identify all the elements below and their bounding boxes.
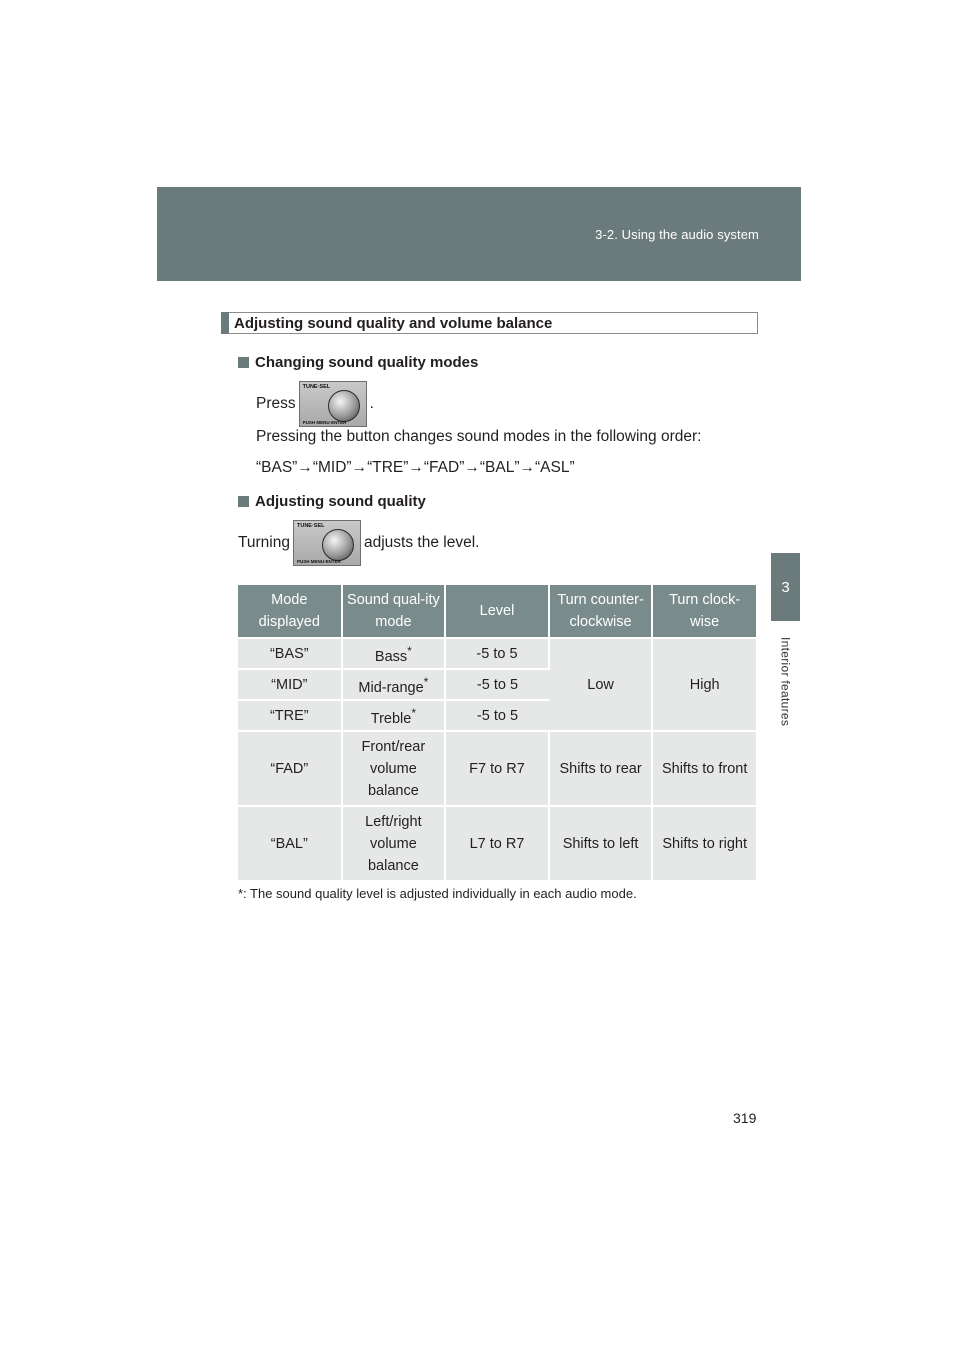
cell-quality	[342, 638, 446, 669]
chapter-tab	[771, 553, 800, 621]
footnote: *: The sound quality level is adjusted individually in each audio mode.	[238, 886, 637, 901]
knob-bottom-label: PUSH MENU·ENTER	[296, 559, 341, 564]
cell-quality: Left/right volume balance	[342, 806, 446, 881]
section-heading-title: Adjusting sound quality and volume balance	[234, 314, 553, 332]
page-number: 319	[733, 1110, 757, 1126]
knob-dial	[328, 390, 360, 422]
subheading-text: Changing sound quality modes	[255, 354, 479, 371]
square-bullet-icon	[238, 496, 249, 507]
chapter-label	[771, 627, 800, 737]
header-cw: Turn clock-wise	[652, 585, 756, 638]
subheading-changing-modes	[238, 354, 478, 371]
chapter-label-text: Interior features	[778, 637, 793, 727]
sound-quality-table	[238, 585, 756, 882]
heading-bar	[221, 312, 229, 334]
table-row	[238, 731, 756, 806]
body-text: Pressing the button changes sound modes in the following order:	[256, 428, 702, 445]
cell-level: F7 to R7	[445, 731, 549, 806]
press-text: Press	[256, 395, 296, 412]
knob-dial	[322, 529, 354, 561]
header-quality: Sound qual-ity mode	[342, 585, 446, 638]
header-level: Level	[445, 585, 549, 638]
press-period: .	[369, 395, 374, 412]
cell-quality: Front/rear volume balance	[342, 731, 446, 806]
tune-sel-knob-icon	[299, 381, 367, 427]
section-title: 3-2. Using the audio system	[595, 227, 759, 242]
cell-mode: “BAS”	[238, 638, 342, 669]
section-heading	[221, 312, 758, 334]
cell-cw-merged: High	[652, 638, 756, 731]
knob-top-label: TUNE·SEL	[302, 384, 331, 390]
cell-level: -5 to 5	[445, 669, 549, 700]
cell-quality	[342, 669, 446, 700]
cell-cw: Shifts to right	[652, 806, 756, 881]
cell-mode: “TRE”	[238, 700, 342, 731]
cell-ccw: Shifts to left	[549, 806, 653, 881]
chapter-number: 3	[781, 578, 790, 596]
cell-level: L7 to R7	[445, 806, 549, 881]
knob-bottom-label: PUSH MENU·ENTER	[302, 420, 347, 425]
cell-ccw: Shifts to rear	[549, 731, 653, 806]
press-line	[256, 381, 374, 427]
turning-text: Turning	[238, 534, 290, 551]
mode-sequence: “BAS”→“MID”→“TRE”→“FAD”→“BAL”→“ASL”	[256, 459, 575, 476]
cell-ccw-merged: Low	[549, 638, 653, 731]
adjusts-text: adjusts the level.	[363, 534, 480, 551]
footnote-marker: *	[407, 643, 412, 658]
header-ccw: Turn counter-clockwise	[549, 585, 653, 638]
table-row	[238, 806, 756, 881]
subheading-text: Adjusting sound quality	[255, 493, 426, 510]
footnote-marker: *	[411, 705, 417, 720]
chapter-header-band	[157, 187, 801, 281]
footnote-marker: *	[423, 674, 429, 689]
cell-level: -5 to 5	[445, 638, 549, 669]
quality-text: Mid-range	[358, 679, 424, 696]
quality-text: Bass	[374, 648, 408, 665]
tune-sel-knob-icon	[293, 520, 361, 566]
table-header-row	[238, 585, 756, 638]
header-mode: Mode displayed	[238, 585, 342, 638]
square-bullet-icon	[238, 357, 249, 368]
knob-top-label: TUNE·SEL	[296, 523, 325, 529]
cell-mode: “FAD”	[238, 731, 342, 806]
turning-line	[238, 520, 479, 566]
subheading-adjusting-quality	[238, 493, 426, 510]
cell-quality	[342, 700, 446, 731]
cell-level: -5 to 5	[445, 700, 549, 731]
cell-cw: Shifts to front	[652, 731, 756, 806]
table-row	[238, 638, 756, 669]
cell-mode: “MID”	[238, 669, 342, 700]
cell-mode: “BAL”	[238, 806, 342, 881]
quality-text: Treble	[370, 710, 412, 727]
